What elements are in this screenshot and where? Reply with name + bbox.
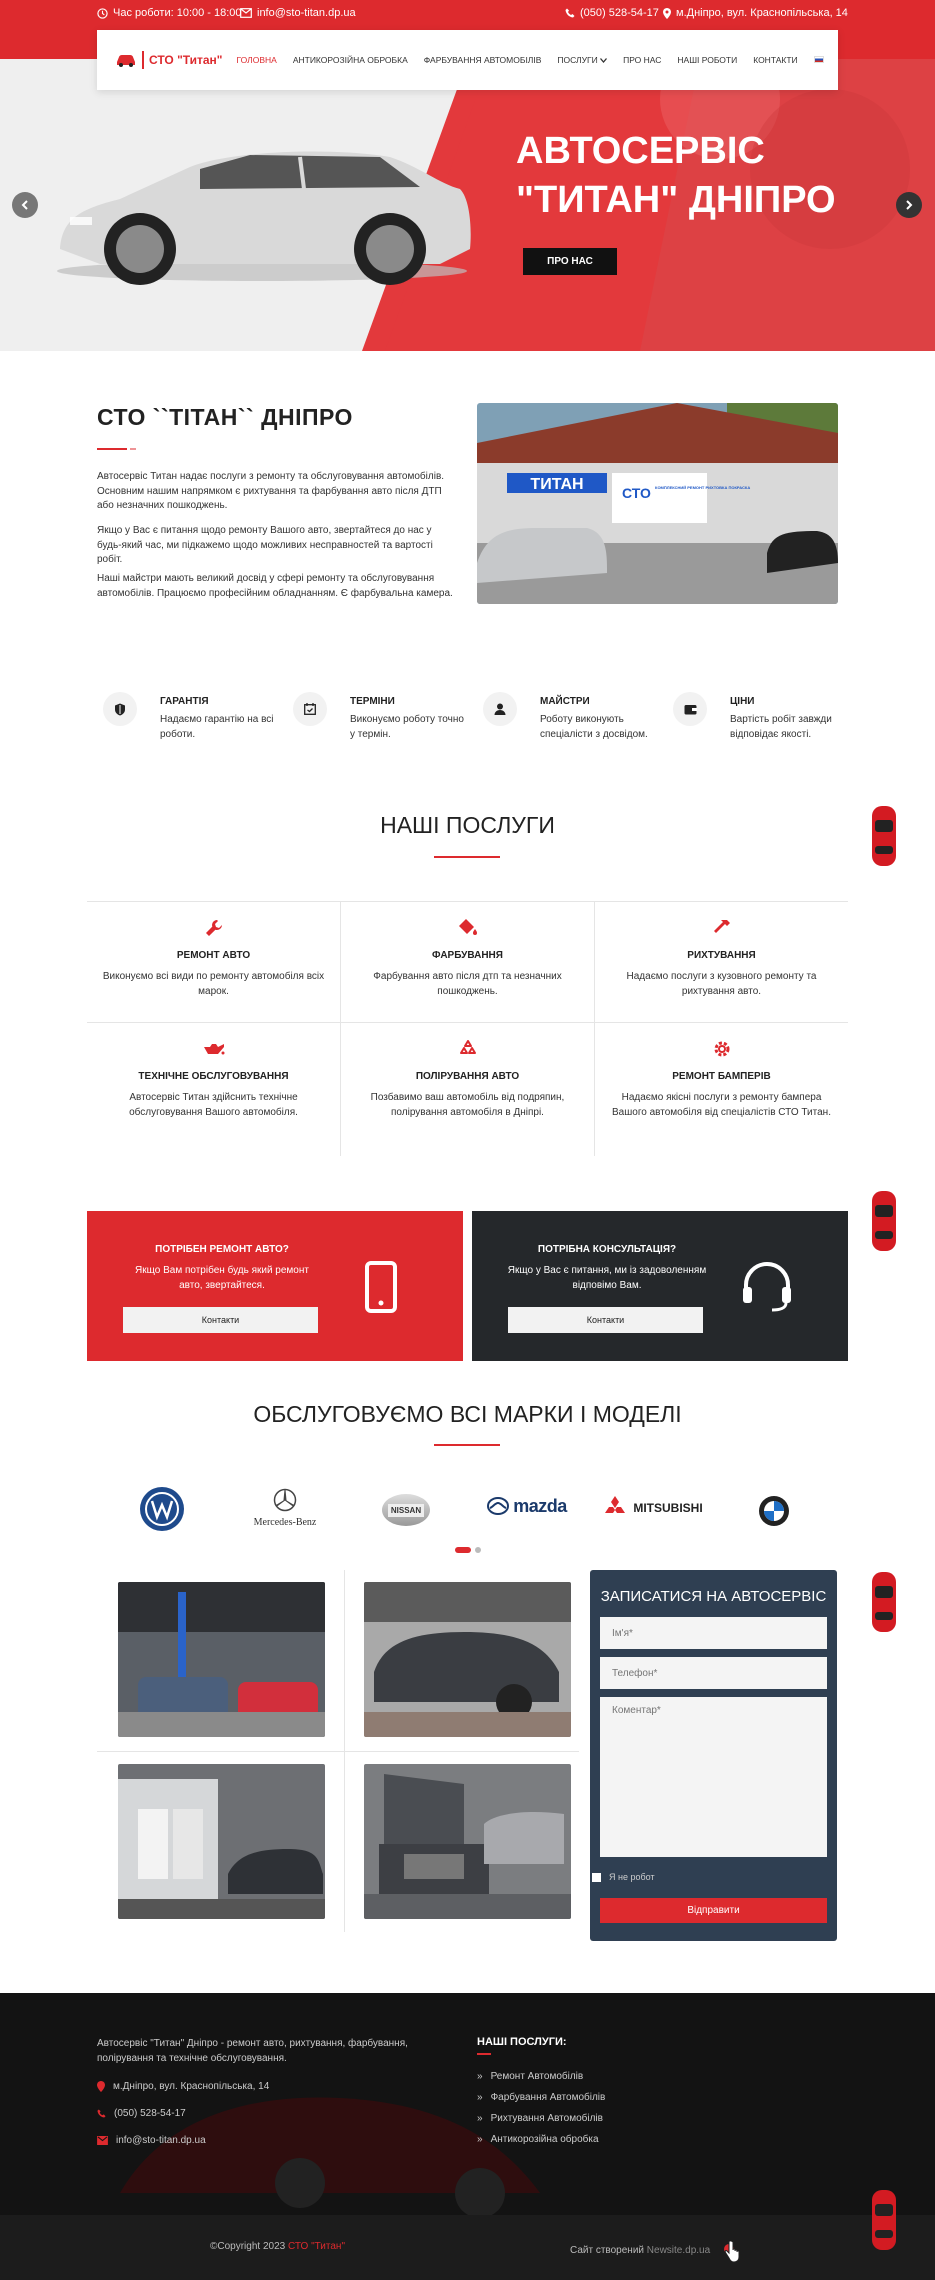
made-by-prefix: Сайт створений: [570, 2245, 644, 2256]
gallery-photo-4[interactable]: [364, 1764, 571, 1919]
top-address: [663, 7, 848, 19]
workshop-photo: [118, 1582, 325, 1737]
about-paragraph-3: Наші майстри мають великий досвід у сфері ремонту та обслуговування автомобілів. Працюємо професійним обладнанням. Є фарбувальна камера.: [97, 573, 453, 599]
cta-contacts-button[interactable]: Контакти: [123, 1307, 318, 1333]
logo-separator: [142, 51, 144, 69]
feature-prices: [673, 692, 853, 752]
top-email-text[interactable]: info@sto-titan.dp.ua: [257, 7, 356, 19]
made-by-link[interactable]: Newsite.dp.ua: [646, 2245, 711, 2256]
feature-title: ЦІНИ: [730, 696, 755, 707]
footer-about: Автосервіс "Титан" Дніпро - ремонт авто, рихтування, фарбування, полірування та технічне обслуговування.: [97, 2038, 408, 2064]
double-chevron-icon: »: [477, 2134, 483, 2145]
brands-title-underline: [434, 1444, 500, 1446]
clock-icon: [97, 8, 108, 19]
chevron-right-icon: [904, 200, 914, 210]
comment-textarea[interactable]: [600, 1697, 827, 1857]
services-title-underline: [434, 856, 500, 858]
mitsubishi-diamonds-icon: [601, 1496, 629, 1520]
hero-title: [516, 127, 896, 225]
hero-title-line2: "ТИТАН" ДНІПРО: [516, 179, 836, 221]
about-title-underline-dot: [130, 448, 136, 450]
signup-form: [590, 1570, 837, 1941]
brand-mercedes-label: Mercedes-Benz: [253, 1517, 317, 1528]
service-title: РИХТУВАННЯ: [687, 950, 756, 961]
smartphone-icon: [365, 1261, 397, 1313]
submit-button[interactable]: Відправити: [600, 1898, 827, 1923]
service-card-bumpers[interactable]: [595, 1023, 848, 1143]
cta-consultation: [472, 1211, 848, 1361]
service-title: РЕМОНТ АВТО: [176, 950, 251, 961]
footer-address-text: м.Дніпро, вул. Краснопільська, 14: [113, 2081, 270, 2092]
service-card-bodywork[interactable]: [595, 902, 848, 1022]
cta-contacts-button[interactable]: Контакти: [508, 1307, 703, 1333]
service-title: ПОЛІРУВАННЯ АВТО: [415, 1071, 520, 1082]
top-phone[interactable]: [565, 7, 659, 19]
cta-repair: [87, 1211, 463, 1361]
workshop-photo: [364, 1582, 571, 1737]
brands-dot[interactable]: [475, 1547, 481, 1553]
footer-services-underline: [477, 2053, 491, 2055]
name-input[interactable]: [600, 1617, 827, 1649]
footer-service-link[interactable]: [477, 2113, 603, 2124]
brand-nissan-label: NISSAN: [388, 1504, 424, 1517]
main-navbar: [97, 30, 838, 90]
floating-car-icon[interactable]: [869, 804, 899, 868]
footer-services-title: НАШІ ПОСЛУГИ:: [477, 2036, 567, 2048]
service-card-repair[interactable]: [87, 902, 340, 1022]
service-desc: Автосервіс Титан здійснить технічне обслуговування Вашого автомобіля.: [129, 1092, 298, 1118]
phone-icon: [97, 2109, 106, 2118]
wrench-icon: [202, 916, 226, 940]
service-desc: Надаємо послуги з кузовного ремонту та рихтування авто.: [626, 971, 817, 997]
paint-bucket-icon: [456, 916, 480, 940]
about-title-underline: [97, 448, 127, 450]
hammer-icon: [710, 916, 734, 940]
footer-service-label: Ремонт Автомобілів: [490, 2071, 584, 2082]
logo-text: СТО "Титан": [149, 53, 223, 67]
feature-title: ГАРАНТІЯ: [160, 696, 209, 707]
hours-text: Час роботи: 10:00 - 18:00: [113, 7, 242, 19]
form-title: ЗАПИСАТИСЯ НА АВТОСЕРВІС: [600, 1588, 827, 1605]
about-paragraph-2: Якщо у Вас є питання щодо ремонту Вашого авто, звертайтеся до нас у будь-який час, ми підкажемо щодо можливих несправностей та вартості робіт.: [97, 525, 433, 565]
brand-mazda-label: mazda: [513, 1495, 567, 1516]
top-address-text: м.Дніпро, вул. Краснопільська, 14: [676, 7, 848, 19]
menu-item-home[interactable]: ГОЛОВНА: [236, 55, 277, 65]
top-phone-text[interactable]: (050) 528-54-17: [580, 7, 659, 19]
brand-nissan-logo[interactable]: [382, 1494, 430, 1526]
envelope-icon: [240, 8, 252, 18]
garage-photo: [477, 403, 838, 604]
services-title: НАШІ ПОСЛУГИ: [380, 812, 555, 838]
service-desc: Позбавимо ваш автомобіль від подряпин, полірування автомобіля в Дніпрі.: [370, 1092, 565, 1118]
mercedes-star-icon: [273, 1488, 297, 1512]
hero-prev-arrow[interactable]: [12, 192, 38, 218]
service-desc: Надаємо якісні послуги з ремонту бампера Вашого автомобіля від спеціалістів СТО Титан.: [612, 1092, 831, 1118]
photo-board-text: КОМПЛЕКСНИЙ РЕМОНТ РИХТОВКА ПОКРАСКА: [655, 485, 751, 490]
bmw-emblem-icon: [759, 1496, 789, 1526]
floating-car-icon[interactable]: [869, 1189, 899, 1253]
feature-desc: Надаємо гарантію на всі роботи.: [160, 714, 274, 740]
footer-background: [0, 1993, 935, 2215]
about-title: СТО ``ТІТАН`` ДНІПРО: [97, 404, 353, 430]
menu-item-painting[interactable]: ФАРБУВАННЯ АВТОМОБІЛІВ: [423, 55, 542, 65]
chevron-down-icon: [600, 58, 607, 63]
photo-sto-text: СТО: [622, 485, 651, 501]
brand-vw-logo[interactable]: [140, 1487, 184, 1531]
menu-item-services-label: ПОСЛУГИ: [557, 55, 598, 65]
menu-item-anticorrosion[interactable]: АНТИКОРОЗІЙНА ОБРОБКА: [292, 55, 408, 65]
footer-service-link[interactable]: [477, 2092, 605, 2103]
footer-email-text[interactable]: info@sto-titan.dp.ua: [116, 2135, 206, 2146]
feature-title: МАЙСТРИ: [540, 696, 590, 707]
brands-dot-active[interactable]: [455, 1547, 471, 1553]
vw-emblem-icon: [144, 1491, 180, 1527]
headset-icon: [740, 1261, 794, 1313]
services-grid: [87, 901, 848, 1155]
robot-checkbox[interactable]: [592, 1873, 601, 1882]
cta-desc: Якщо у Вас є питання, ми із задоволенням відповімо Вам.: [507, 1265, 707, 1291]
menu-item-contacts[interactable]: КОНТАКТИ: [753, 55, 798, 65]
about-paragraph-1: Автосервіс Титан надає послуги з ремонту та обслуговування автомобілів. Основним нашим напрямком є рихтування та фарбування авто після ДТП або незначних пошкоджень.: [97, 471, 445, 511]
engine-repair-photo: [364, 1764, 571, 1919]
working-hours: [97, 7, 242, 19]
menu-item-about[interactable]: ПРО НАС: [623, 55, 662, 65]
brand-mazda-logo[interactable]: [477, 1494, 577, 1518]
gallery-photo-2[interactable]: [364, 1582, 571, 1737]
oil-can-icon: [202, 1037, 226, 1061]
service-desc: Фарбування авто після дтп та незначних пошкоджень.: [373, 971, 562, 997]
brand-bmw-logo[interactable]: [759, 1496, 789, 1526]
feature-desc: Роботу виконують спеціалісти з досвідом.: [540, 714, 648, 740]
phone-icon: [565, 8, 575, 18]
brand-mitsubishi-label: MITSUBISHI: [633, 1501, 703, 1515]
about-photo: [477, 403, 838, 604]
footer: [0, 1993, 935, 2215]
mazda-emblem-icon: [487, 1497, 509, 1515]
service-title: ТЕХНІЧНЕ ОБСЛУГОВУВАННЯ: [138, 1071, 289, 1082]
map-marker-icon: [97, 2081, 105, 2092]
service-title: РЕМОНТ БАМПЕРІВ: [672, 1071, 771, 1082]
recycle-icon: [456, 1037, 480, 1061]
user-icon: [483, 692, 517, 726]
cta-desc: Якщо Вам потрібен будь який ремонт авто, звертайтеся.: [135, 1265, 309, 1291]
captcha-row: [592, 1872, 655, 1882]
main-menu: [237, 55, 824, 65]
map-marker-icon: [663, 8, 671, 19]
service-card-polishing[interactable]: [341, 1023, 594, 1143]
footer-service-label: Рихтування Автомобілів: [490, 2113, 603, 2124]
copyright: [210, 2241, 345, 2252]
service-title: ФАРБУВАННЯ: [432, 950, 503, 961]
footer-bottom-bar: [0, 2215, 935, 2280]
feature-desc: Виконуємо роботу точно у термін.: [350, 714, 464, 740]
top-email[interactable]: [240, 7, 356, 19]
feature-desc: Вартість робіт завжди відповідає якості.: [730, 714, 832, 740]
cta-title: ПОТРІБЕН РЕМОНТ АВТО?: [155, 1244, 289, 1255]
feature-title: ТЕРМІНИ: [350, 696, 395, 707]
gallery-divider: [97, 1751, 579, 1752]
language-flag-icon[interactable]: [814, 56, 824, 63]
footer-service-label: Фарбування Автомобілів: [490, 2092, 606, 2103]
double-chevron-icon: »: [477, 2113, 483, 2124]
footer-phone-text[interactable]: (050) 528-54-17: [114, 2108, 186, 2119]
double-chevron-icon: »: [477, 2071, 483, 2082]
phone-input[interactable]: [600, 1657, 827, 1689]
gallery-photo-3[interactable]: [118, 1764, 325, 1919]
robot-label: Я не робот: [609, 1872, 655, 1882]
footer-service-link[interactable]: [477, 2071, 583, 2082]
hand-cursor-icon: [724, 2241, 740, 2263]
footer-service-label: Антикорозійна обробка: [490, 2134, 599, 2145]
hero-title-line1: АВТОСЕРВІС: [516, 130, 765, 172]
service-desc: Виконуємо всі види по ремонту автомобіля всіх марок.: [102, 971, 325, 997]
paint-booth-photo: [118, 1764, 325, 1919]
floating-car-icon[interactable]: [869, 1570, 899, 1634]
shield-icon: [103, 692, 137, 726]
feature-terms: [293, 692, 473, 752]
made-by: [570, 2245, 710, 2256]
service-card-painting[interactable]: [341, 902, 594, 1022]
brands-title: ОБСЛУГОВУЄМО ВСІ МАРКИ І МОДЕЛІ: [253, 1401, 682, 1427]
feature-masters: [483, 692, 663, 752]
wallet-icon: [673, 692, 707, 726]
floating-car-icon[interactable]: [869, 2188, 899, 2252]
menu-item-works[interactable]: НАШІ РОБОТИ: [677, 55, 738, 65]
service-card-maintenance[interactable]: [87, 1023, 340, 1143]
cta-title: ПОТРІБНА КОНСУЛЬТАЦІЯ?: [537, 1244, 677, 1255]
hero-next-arrow[interactable]: [896, 192, 922, 218]
menu-item-services[interactable]: [557, 55, 607, 65]
footer-phone[interactable]: [97, 2108, 186, 2119]
feature-guarantee: [103, 692, 283, 752]
double-chevron-icon: »: [477, 2092, 483, 2103]
envelope-icon: [97, 2136, 108, 2145]
gear-icon: [710, 1037, 734, 1061]
site-logo[interactable]: [115, 51, 223, 69]
brand-mitsubishi-logo[interactable]: [597, 1494, 707, 1522]
brand-mercedes-logo[interactable]: [245, 1488, 325, 1534]
footer-address: [97, 2081, 269, 2092]
about-us-button[interactable]: ПРО НАС: [523, 248, 617, 275]
footer-email[interactable]: [97, 2135, 206, 2146]
copyright-name[interactable]: СТО "Титан": [287, 2241, 345, 2252]
gallery-photo-1[interactable]: [118, 1582, 325, 1737]
copyright-prefix: ©Copyright 2023: [210, 2241, 286, 2252]
car-logo-icon: [115, 53, 137, 67]
footer-service-link[interactable]: [477, 2134, 599, 2145]
chevron-left-icon: [20, 200, 30, 210]
photo-sign-text: ТИТАН: [530, 476, 584, 493]
calendar-check-icon: [293, 692, 327, 726]
